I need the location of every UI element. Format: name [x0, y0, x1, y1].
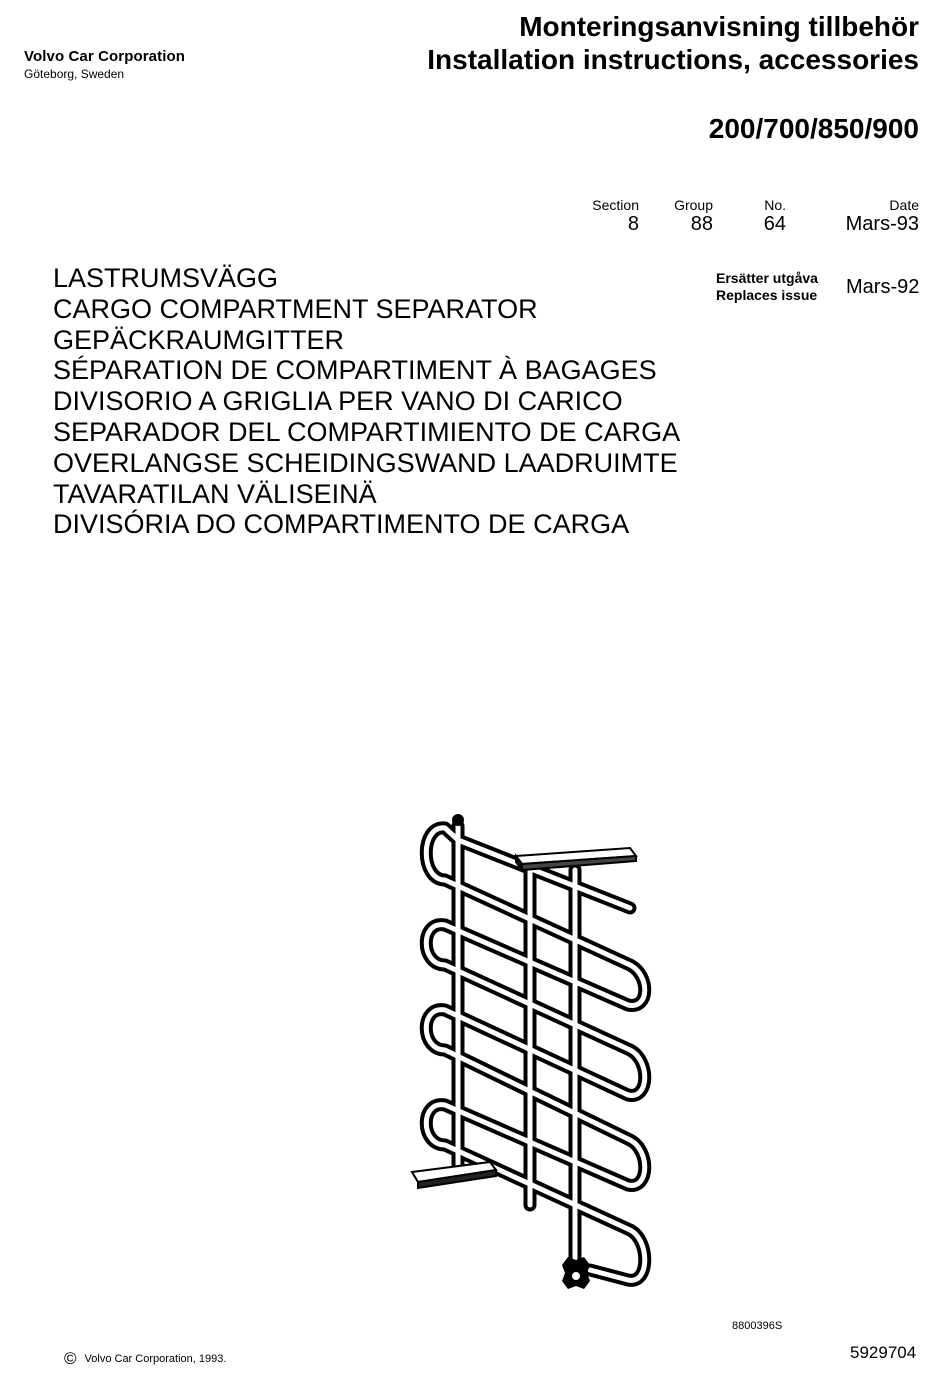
product-title-finnish: TAVARATILAN VÄLISEINÄ — [53, 478, 377, 509]
vehicle-models: 200/700/850/900 — [708, 113, 919, 144]
date-value: Mars-93 — [845, 213, 919, 235]
product-title-list — [53, 263, 680, 540]
replaces-issue-label — [716, 270, 818, 304]
product-title-french: SÉPARATION DE COMPARTIMENT À BAGAGES — [53, 355, 657, 386]
replaces-issue-label-swedish: Ersätter utgåva — [716, 270, 818, 286]
section-value: 8 — [627, 213, 639, 235]
company-city: Göteborg, Sweden — [24, 67, 125, 81]
group-value: 88 — [690, 213, 713, 235]
group-field — [674, 197, 713, 235]
product-title-english: CARGO COMPARTMENT SEPARATOR — [53, 293, 538, 324]
product-title-italian: DIVISORIO A GRIGLIA PER VANO DI CARICO — [53, 386, 623, 417]
number-value: 64 — [763, 213, 786, 235]
document-title-swedish: Monteringsanvisning tillbehör — [519, 11, 919, 42]
product-title-portuguese: DIVISÓRIA DO COMPARTIMENTO DE CARGA — [53, 509, 630, 540]
number-label: No. — [764, 197, 786, 213]
copyright — [64, 1349, 226, 1369]
figure-code: 8800396S — [732, 1320, 783, 1332]
product-title-spanish: SEPARADOR DEL COMPARTIMIENTO DE CARGA — [53, 416, 681, 447]
copyright-text: Volvo Car Corporation, 1993. — [84, 1353, 227, 1365]
group-label: Group — [674, 197, 713, 213]
section-field — [592, 197, 639, 235]
document-title-english: Installation instructions, accessories — [427, 44, 919, 75]
date-label: Date — [889, 197, 919, 213]
date-field — [846, 197, 919, 235]
number-field — [764, 197, 786, 235]
cargo-separator-grille-illustration — [400, 805, 660, 1310]
part-number: 5929704 — [850, 1343, 917, 1362]
product-title-dutch: OVERLANGSE SCHEIDINGSWAND LAADRUIMTE — [53, 447, 678, 478]
section-label: Section — [592, 197, 639, 213]
document-title — [427, 10, 919, 76]
product-title-german: GEPÄCKRAUMGITTER — [53, 324, 345, 355]
product-title-swedish: LASTRUMSVÄGG — [53, 263, 279, 293]
replaces-issue-date: Mars-92 — [846, 276, 920, 298]
copyright-symbol: © — [64, 1349, 77, 1368]
replaces-issue-label-english: Replaces issue — [716, 287, 818, 303]
company-name: Volvo Car Corporation — [24, 48, 185, 65]
